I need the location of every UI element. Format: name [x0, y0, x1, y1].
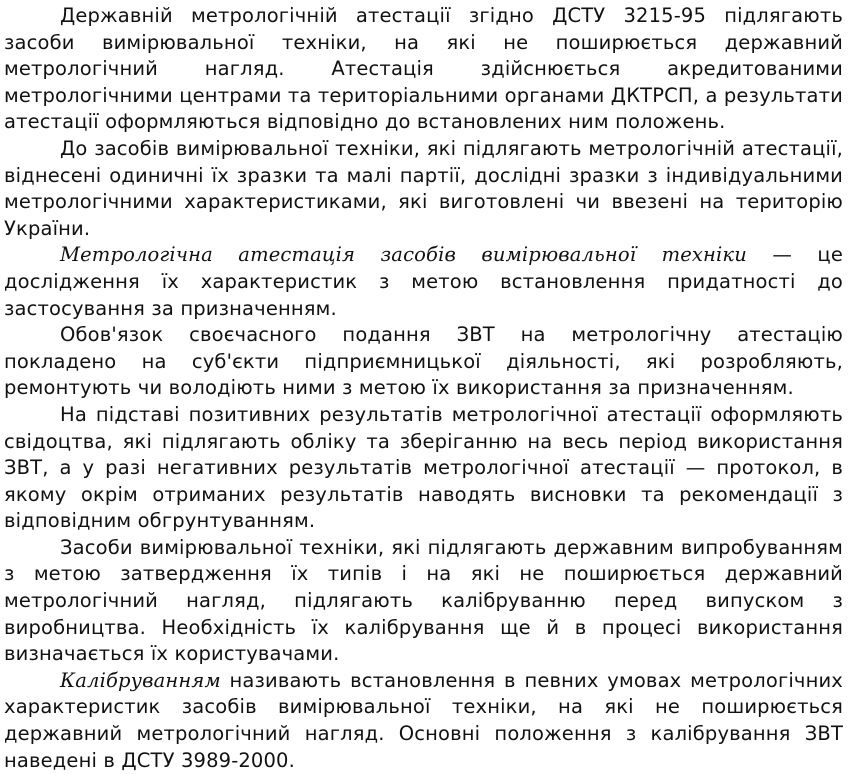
- paragraph-submission-duty: [4, 322, 843, 402]
- definition-term: Калібруванням: [60, 668, 221, 692]
- paragraph-calibration-requirement: [4, 535, 843, 668]
- paragraph-certificates: [4, 402, 843, 535]
- paragraph-text: На підставі позитивних результатів метрологічної атестації оформляють свідоцтва, які підлягають обліку та зберіганню на весь період використання ЗВТ, а у разі негативних результатів метрологічної атестації — протокол, в якому окрім отриманих результатів наводять висновки та рекомендації з відповідним обгрунтуванням.: [4, 402, 843, 533]
- definition-term: Метрологічна атестація засобів вимірювальної техніки: [60, 243, 747, 267]
- paragraph-attestation-definition: [4, 242, 843, 322]
- paragraph-text: називають встановлення в певних умовах метрологічних характеристик засобів вимірювальної техніки, на які не поширюється державний метрологічний нагляд. Основні положення з калібрування ЗВТ наведені в ДСТУ 3989-2000.: [4, 668, 843, 772]
- paragraph-calibration-definition: [4, 668, 843, 774]
- paragraph-state-attestation: [4, 3, 843, 136]
- paragraph-text: Державній метрологічній атестації згідно ДСТУ 3215-95 підлягають засоби вимірювальної техніки, на які не поширюється державний метрологічний нагляд. Атестація здійснюється акредитованими метрологічними центрами та територіальними органами ДКТРСП, а результати атестації оформляються відповідно до встановлених ним положень.: [4, 4, 843, 134]
- paragraph-text: — це дослідження їх характеристик з метою встановлення придатності до застосування за призначенням.: [4, 243, 844, 320]
- paragraph-attestation-scope: [4, 136, 843, 242]
- paragraph-text: Засоби вимірювальної техніки, які підлягають державним випробуванням з метою затвердження їх типів і на які не поширюється державний метрологічний нагляд, підлягають калібруванню перед випуском з виробництва. Необхідність їх калібрування ще й в процесі використання визначається їх користувачами.: [4, 535, 843, 666]
- paragraph-text: Обов'язок своєчасного подання ЗВТ на метрологічну атестацію покладено на суб'єкти підприємницької діяльності, які розробляють, ремонтують чи володіють ними з метою їх використання за призначенням.: [4, 323, 843, 400]
- paragraph-text: До засобів вимірювальної техніки, які підлягають метрологічній атестації, віднесені одиничні їх зразки та малі партії, дослідні зразки з індивідуальними метрологічними характеристиками, які виготовлені чи ввезені на територію України.: [4, 136, 843, 240]
